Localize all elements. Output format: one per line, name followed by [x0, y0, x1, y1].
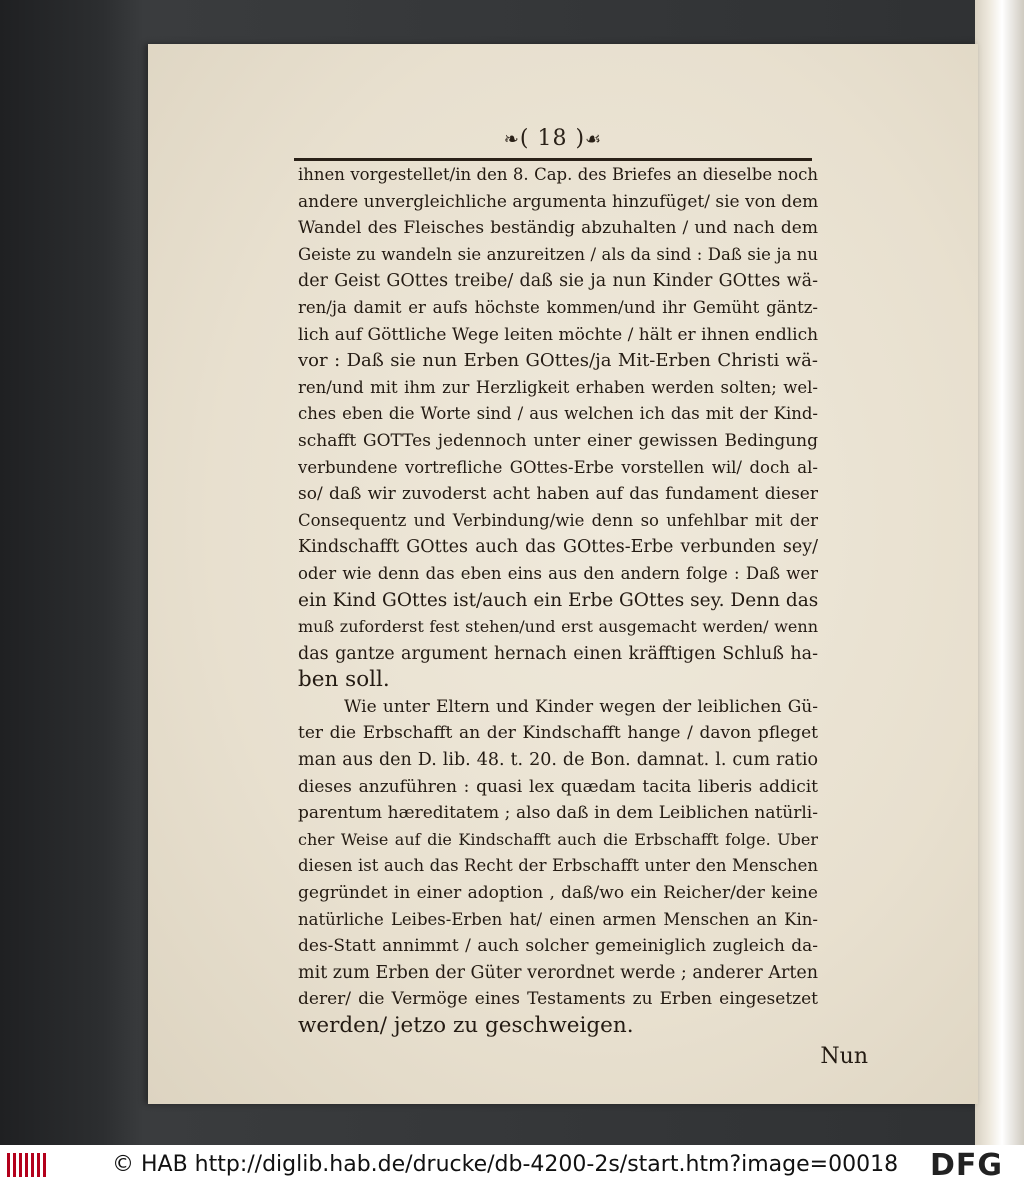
text-line: das gantze argument hernach einen kräfftigen Schluß ha-	[298, 643, 818, 664]
catchword: Nun	[820, 1044, 868, 1069]
text-line: ihnen vorgestellet/in den 8. Cap. des Briefes an dieselbe noch	[298, 165, 818, 184]
text-line: cher Weise auf die Kindschafft auch die Erbschafft folge. Uber	[298, 829, 818, 849]
page-number: ( 18 )	[519, 126, 586, 151]
text-line: oder wie denn das eben eins aus den andern folge : Daß wer	[298, 563, 818, 583]
text-line: ches eben die Worte sind / aus welchen ich das mit der Kind-	[298, 404, 818, 424]
text-line: derer/ die Vermöge eines Testaments zu Erben eingesetzet	[298, 989, 818, 1010]
text-line: Kindschafft GOttes auch das GOttes-Erbe verbunden sey/	[298, 537, 818, 558]
text-line: parentum hæreditatem ; also daß in dem Leiblichen natürli-	[298, 803, 818, 824]
text-line: des-Statt annimmt / auch solcher gemeiniglich zugleich da-	[298, 936, 818, 957]
text-line: gegründet in einer adoption , daß/wo ein Reicher/der keine	[298, 883, 818, 904]
text-line: schafft GOTTes jedennoch unter einer gewissen Bedingung	[298, 430, 818, 451]
page-number-header	[148, 126, 958, 151]
hab-logo-icon	[6, 1151, 48, 1179]
text-line: Geiste zu wandeln sie anzureitzen / als da sind : Daß sie ja nu	[298, 244, 818, 264]
text-line: natürliche Leibes-Erben hat/ einen armen Menschen an Kin-	[298, 909, 818, 929]
text-line: andere unvergleichliche argumenta hinzufüget/ sie von dem	[298, 191, 818, 212]
text-line: ren/ja damit er aufs höchste kommen/und ihr Gemüht gäntz-	[298, 297, 818, 317]
text-line: vor : Daß sie nun Erben GOttes/ja Mit-Erben Christi wä-	[298, 350, 818, 372]
text-line: diesen ist auch das Recht der Erbschafft unter den Menschen	[298, 856, 818, 876]
footer-bar	[0, 1145, 1024, 1185]
text-line: Consequentz und Verbindung/wie denn so unfehlbar mit der	[298, 510, 818, 530]
text-line: ter die Erbschafft an der Kindschafft hange / davon pfleget	[298, 723, 818, 744]
text-line: ein Kind GOttes ist/auch ein Erbe GOttes sey. Denn das	[298, 589, 818, 611]
adjacent-page-edge	[975, 0, 1024, 1145]
text-line: Wie unter Eltern und Kinder wegen der leiblichen Gü-	[344, 696, 818, 717]
copyright-link[interactable]: © HAB http://diglib.hab.de/drucke/db-4200-2s/start.htm?image=00018	[112, 1152, 899, 1177]
text-line: muß zuforderst fest stehen/und erst ausgemacht werden/ wenn	[298, 617, 818, 637]
header-rule	[294, 158, 812, 161]
left-ornament-icon: ❧	[503, 129, 520, 150]
text-line: mit zum Erben der Güter verordnet werde ; anderer Arten	[298, 962, 818, 983]
text-line: Wandel des Fleisches beständig abzuhalten / und nach dem	[298, 218, 818, 239]
text-line: dieses anzuführen : quasi lex quædam tacita liberis addicit	[298, 776, 818, 797]
text-line: so/ daß wir zuvoderst acht haben auf das fundament dieser	[298, 484, 818, 505]
page-text	[298, 162, 818, 1040]
text-line: lich auf Göttliche Wege leiten möchte / hält er ihnen endlich	[298, 324, 818, 345]
text-line: der Geist GOttes treibe/ daß sie ja nun Kinder GOttes wä-	[298, 271, 818, 292]
text-line: verbundene vortrefliche GOttes-Erbe vorstellen wil/ doch al-	[298, 457, 818, 477]
text-line: man aus den D. lib. 48. t. 20. de Bon. damnat. l. cum ratio	[298, 750, 818, 771]
text-line: ben soll.	[298, 667, 390, 693]
text-line: ren/und mit ihm zur Herzligkeit erhaben werden solten; wel-	[298, 377, 818, 397]
right-ornament-icon: ☙	[585, 129, 603, 150]
dfg-logo: DFG	[930, 1148, 1004, 1183]
book-page	[148, 44, 978, 1104]
text-line: werden/ jetzo zu geschweigen.	[298, 1013, 634, 1038]
